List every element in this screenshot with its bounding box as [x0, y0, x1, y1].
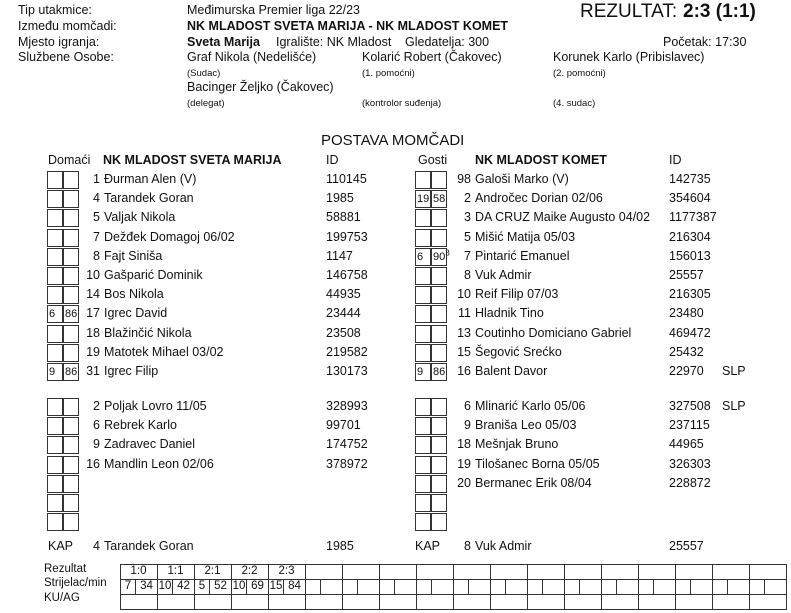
player-id: 142735: [669, 172, 711, 186]
player-name: Matotek Mihael 03/02: [104, 344, 224, 359]
event-box: [415, 456, 431, 474]
goal-minute: 42: [177, 580, 190, 592]
event-box: [47, 417, 63, 435]
player-id: 354604: [669, 191, 711, 206]
pitch: Igralište: NK Mladost: [276, 35, 392, 49]
lineup-title: POSTAVA MOMČADI: [321, 132, 465, 149]
shirt-number: 19: [457, 456, 471, 471]
player-name: Šegović Srećko: [475, 344, 562, 359]
shirt-number: 98: [457, 172, 471, 186]
place-value: Sveta Marija: [187, 35, 260, 49]
goal-score: 1:0: [130, 565, 147, 577]
event-box: [47, 325, 63, 343]
ku-ag-cell: [194, 594, 232, 610]
event-box: [47, 436, 63, 454]
official-name: Kolarić Robert (Čakovec): [362, 50, 502, 64]
official-role: (kontrolor suđenja): [362, 98, 442, 109]
shirt-number: 10: [86, 268, 100, 282]
goal-score: 2:2: [241, 565, 258, 577]
shirt-number: 16: [86, 456, 100, 471]
away-team-name: NK MLADOST KOMET: [475, 153, 607, 167]
player-name: Mlinarić Karlo 05/06: [475, 399, 586, 413]
shirt-number: 10: [457, 287, 471, 302]
shirt-number: 13: [457, 325, 471, 340]
player-name: Đurman Alen (V): [104, 172, 197, 186]
player-id: 58881: [326, 210, 361, 225]
goal-shooter: 5: [198, 580, 206, 592]
score-cell: [675, 564, 713, 580]
shooter-row-label: Strijelac/min: [44, 577, 107, 589]
player-id: 199753: [326, 229, 368, 244]
score-cell: [712, 564, 750, 580]
player-name: Andročec Dorian 02/06: [475, 191, 603, 206]
tip-label: Tip utakmice:: [18, 3, 92, 17]
player-name: Bos Nikola: [104, 287, 164, 302]
player-id: 23508: [326, 325, 361, 340]
ku-ag-cell: [379, 594, 417, 610]
minute-cell: [542, 579, 565, 595]
player-name: Igrec Filip: [104, 364, 159, 378]
minute-cell: [320, 579, 343, 595]
minute-cell: [468, 579, 491, 595]
shooter-cell: [490, 579, 506, 595]
player-name: Dežđek Domagoj 06/02: [104, 229, 235, 244]
event-box: [47, 456, 63, 474]
ku-ag-cell: [749, 594, 787, 610]
score-cell: [527, 564, 565, 580]
score-cell: [564, 564, 602, 580]
shirt-number: 18: [457, 437, 471, 452]
shirt-number: 18: [86, 325, 100, 340]
player-name: Galoši Marko (V): [475, 172, 569, 186]
ku-ag-cell: [342, 594, 380, 610]
ku-ag-cell: [638, 594, 676, 610]
ku-ag-cell: [675, 594, 713, 610]
home-captain-label: KAP: [48, 539, 74, 553]
score-cell: [305, 564, 343, 580]
player-id: 22970: [669, 364, 704, 378]
minute-cell: [653, 579, 676, 595]
player-name: Reif Filip 07/03: [475, 287, 559, 302]
shirt-number: 5: [464, 229, 471, 244]
player-id: 327508: [669, 399, 711, 413]
goal-minute: 52: [214, 580, 227, 592]
shooter-cell: [379, 579, 395, 595]
ku-ag-cell: [305, 594, 343, 610]
home-captain-number: 4: [93, 539, 100, 553]
player-name: Gašparić Dominik: [104, 268, 203, 282]
shooter-cell: [527, 579, 543, 595]
player-id: 469472: [669, 325, 711, 340]
shooter-cell: [749, 579, 765, 595]
goal-score: 2:3: [278, 565, 295, 577]
official-role: (Sudac): [187, 68, 221, 79]
event-minute-box: 86: [63, 305, 79, 323]
official-role: (4. sudac): [553, 98, 596, 109]
result-value: 2:3 (1:1): [683, 1, 756, 22]
official-role: (2. pomoćni): [553, 68, 606, 79]
shirt-number: 1: [93, 172, 100, 186]
player-id: 326303: [669, 456, 711, 471]
player-id: 228872: [669, 475, 711, 490]
score-row-label: Rezultat: [44, 563, 87, 575]
event-box: [47, 171, 63, 189]
ku-ag-cell: [231, 594, 269, 610]
event-box: [47, 209, 63, 227]
ku-ag-cell: [601, 594, 639, 610]
player-id: 25557: [669, 268, 704, 282]
ku-ag-cell: [157, 594, 195, 610]
home-captain-name: Tarandek Goran: [104, 539, 194, 553]
player-name: Rebrek Karlo: [104, 418, 177, 433]
ku-ag-cell: [268, 594, 306, 610]
official-name: Bacinger Željko (Čakovec): [187, 80, 334, 94]
player-id: 23444: [326, 306, 361, 321]
player-id: 23480: [669, 306, 704, 321]
player-name: Bermanec Erik 08/04: [475, 475, 592, 490]
player-name: Vuk Admir: [475, 268, 532, 282]
goal-shooter: 7: [124, 580, 132, 592]
player-name: Hladnik Tino: [475, 306, 544, 321]
event-box: [47, 190, 63, 208]
event-box: [415, 494, 431, 512]
score-cell: [749, 564, 787, 580]
event-box: [415, 513, 431, 531]
start-time: Početak: 17:30: [663, 35, 747, 49]
shirt-number: 2: [464, 191, 471, 206]
event-box: 6: [47, 305, 63, 323]
player-name: Valjak Nikola: [104, 210, 176, 225]
event-minute-box: [63, 494, 79, 512]
shooter-cell: [675, 579, 691, 595]
shirt-number: 16: [457, 364, 471, 378]
player-name: Mišić Matija 05/03: [475, 229, 576, 244]
player-id: 130173: [326, 364, 368, 378]
score-cell: [601, 564, 639, 580]
minute-cell: [357, 579, 380, 595]
player-name: Braniša Leo 05/03: [475, 418, 577, 433]
event-box: [415, 267, 431, 285]
event-box: [415, 286, 431, 304]
official-name: Graf Nikola (Nedelišće): [187, 50, 317, 64]
shirt-number: 2: [93, 399, 100, 413]
event-box: [415, 229, 431, 247]
tip-value: Međimurska Premier liga 22/23: [187, 3, 360, 17]
event-box: [47, 286, 63, 304]
player-id: 44935: [326, 287, 361, 302]
goal-score: 1:1: [167, 565, 184, 577]
event-box: [47, 229, 63, 247]
ku-ag-cell: [490, 594, 528, 610]
event-box: [415, 305, 431, 323]
player-name: Mandlin Leon 02/06: [104, 456, 214, 471]
home-id-header: ID: [326, 153, 339, 167]
event-minute-box: 86: [431, 363, 447, 381]
event-box: [415, 475, 431, 493]
shirt-number: 19: [86, 344, 100, 359]
player-id: 219582: [326, 344, 368, 359]
place-label: Mjesto igranja:: [18, 35, 100, 49]
player-name: Tarandek Goran: [104, 191, 194, 206]
goal-shooter: 15: [269, 580, 283, 592]
minute-cell: [579, 579, 602, 595]
event-box: [47, 513, 63, 531]
official-name: Korunek Karlo (Pribislavec): [553, 50, 705, 64]
ku-ag-cell: [416, 594, 454, 610]
minute-cell: [431, 579, 454, 595]
added-time: 3: [445, 248, 450, 258]
player-id: 1985: [326, 191, 354, 206]
shooter-cell: [416, 579, 432, 595]
player-name: Poljak Lovro 11/05: [104, 399, 207, 413]
event-minute-box: 58: [431, 190, 447, 208]
shirt-number: 17: [86, 306, 100, 321]
player-name: Coutinho Domiciano Gabriel: [475, 325, 632, 340]
away-captain-label: KAP: [415, 539, 441, 553]
score-cell: [453, 564, 491, 580]
event-minute-box: [63, 513, 79, 531]
shirt-number: 7: [464, 248, 471, 263]
player-status: SLP: [722, 399, 746, 413]
goal-minute: 34: [140, 580, 153, 592]
shirt-number: 7: [93, 229, 100, 244]
event-box: [415, 436, 431, 454]
shirt-number: 5: [93, 210, 100, 225]
player-id: 1147: [326, 248, 353, 263]
spectators: Gledatelja: 300: [405, 35, 490, 49]
event-box: [415, 171, 431, 189]
player-id: 237115: [669, 418, 710, 433]
home-side-label: Domaći: [48, 153, 91, 167]
shirt-number: 31: [86, 364, 100, 378]
score-cell: [638, 564, 676, 580]
home-team-name: NK MLADOST SVETA MARIJA: [103, 153, 282, 167]
goal-minute: 84: [288, 580, 301, 592]
event-box: 9: [415, 363, 431, 381]
ku-ag-cell: [120, 594, 158, 610]
goal-shooter: 10: [232, 580, 246, 592]
player-id: 156013: [669, 248, 711, 263]
shirt-number: 9: [464, 418, 471, 433]
player-id: 110145: [326, 172, 367, 186]
event-box: [415, 417, 431, 435]
score-cell: [490, 564, 528, 580]
player-name: Mešnjak Bruno: [475, 437, 559, 452]
player-name: Igrec David: [104, 306, 168, 321]
event-box: [47, 267, 63, 285]
player-id: 146758: [326, 268, 368, 282]
minute-cell: [727, 579, 750, 595]
away-captain-name: Vuk Admir: [475, 539, 532, 553]
ku-ag-cell: [564, 594, 602, 610]
event-box: [415, 209, 431, 227]
player-status: SLP: [722, 364, 746, 378]
event-minute-box: [431, 513, 447, 531]
minute-cell: [690, 579, 713, 595]
minute-cell: [394, 579, 417, 595]
event-box: [47, 248, 63, 266]
event-minute-box: [63, 475, 79, 493]
player-id: 378972: [326, 456, 368, 471]
player-id: 99701: [326, 418, 361, 433]
away-id-header: ID: [669, 153, 682, 167]
player-name: Balent Davor: [475, 364, 548, 378]
official-role: (delegat): [187, 98, 225, 109]
shirt-number: 8: [464, 268, 471, 282]
shirt-number: 6: [93, 418, 100, 433]
goal-shooter: 10: [158, 580, 172, 592]
player-id: 1177387: [669, 210, 717, 225]
player-name: Pintarić Emanuel: [475, 248, 570, 263]
event-box: [415, 344, 431, 362]
event-box: [47, 344, 63, 362]
shirt-number: 11: [458, 306, 471, 321]
event-box: [415, 398, 431, 416]
result-label: REZULTAT:: [580, 1, 678, 22]
player-name: Blažinčić Nikola: [104, 325, 192, 340]
event-box: 6: [415, 248, 431, 266]
score-cell: [416, 564, 454, 580]
event-box: 9: [47, 363, 63, 381]
shooter-cell: [342, 579, 358, 595]
event-box: [415, 325, 431, 343]
event-box: [47, 475, 63, 493]
player-name: Fajt Siniša: [104, 248, 163, 263]
event-minute-box: $90^3$: [431, 248, 447, 266]
shooter-cell: [305, 579, 321, 595]
shirt-number: 3: [464, 210, 471, 225]
player-name: Tilošanec Borna 05/05: [475, 456, 600, 471]
shooter-cell: [712, 579, 728, 595]
shooter-cell: [601, 579, 617, 595]
shirt-number: 6: [464, 399, 471, 413]
home-captain-id: 1985: [326, 539, 354, 553]
minute-cell: [764, 579, 787, 595]
minute-cell: [616, 579, 639, 595]
officials-label: Službene Osobe:: [18, 50, 114, 64]
ku-ag-cell: [527, 594, 565, 610]
event-box: [47, 494, 63, 512]
shooter-cell: [638, 579, 654, 595]
score-cell: [379, 564, 417, 580]
ku-ag-cell: [453, 594, 491, 610]
player-id: 216305: [669, 287, 711, 302]
shirt-number: 15: [457, 344, 471, 359]
shooter-cell: [453, 579, 469, 595]
away-captain-id: 25557: [669, 539, 704, 553]
ku-ag-row-label: KU/AG: [44, 592, 80, 604]
goal-minute: 69: [251, 580, 264, 592]
event-minute-box: 86: [63, 363, 79, 381]
ku-ag-cell: [712, 594, 750, 610]
between-value: NK MLADOST SVETA MARIJA - NK MLADOST KOMET: [187, 19, 509, 33]
event-minute-box: [431, 494, 447, 512]
event-box: [47, 398, 63, 416]
player-name: DA CRUZ Maike Augusto 04/02: [475, 210, 651, 225]
player-name: Zadravec Daniel: [104, 437, 196, 452]
score-cell: [342, 564, 380, 580]
shirt-number: 4: [93, 191, 100, 206]
player-id: 328993: [326, 399, 368, 413]
goal-score: 2:1: [204, 565, 221, 577]
shirt-number: 20: [457, 475, 471, 490]
shooter-cell: [564, 579, 580, 595]
shirt-number: 9: [93, 437, 100, 452]
away-captain-number: 8: [464, 539, 471, 553]
shirt-number: 8: [93, 248, 100, 263]
away-side-label: Gosti: [418, 153, 448, 167]
player-id: 174752: [326, 437, 368, 452]
between-label: Između momčadi:: [18, 19, 117, 33]
player-id: 44965: [669, 437, 704, 452]
shirt-number: 14: [86, 287, 100, 302]
player-id: 216304: [669, 229, 711, 244]
event-box: 19: [415, 190, 431, 208]
player-id: 25432: [669, 344, 704, 359]
minute-cell: [505, 579, 528, 595]
official-role: (1. pomoćni): [362, 68, 415, 79]
